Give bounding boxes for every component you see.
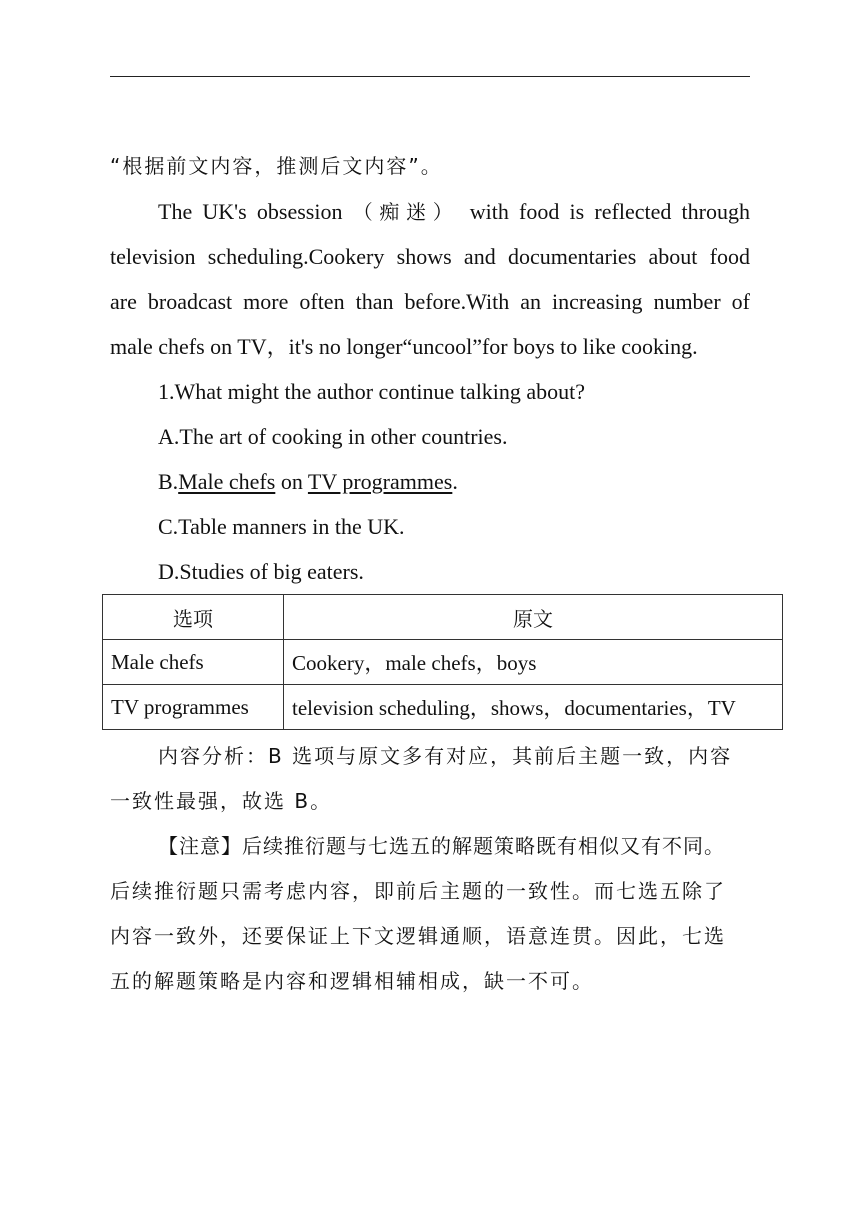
option-b-underline-2: TV programmes [307,469,453,494]
table-header-original: 原文 [284,595,783,640]
note-line-2: 后续推衍题只需考虑内容，即前后主题的一致性。而七选五除了 [110,879,726,903]
note-line-4: 五的解题策略是内容和逻辑相辅相成，缺一不可。 [110,969,594,993]
option-a: A.The art of cooking in other countries. [158,424,508,449]
analysis-line-2: 一致性最强，故选 B。 [110,789,333,813]
table-row [103,640,783,685]
table-cell: TV programmes [103,685,284,730]
option-b-mid: on [275,469,308,494]
table-cell: Male chefs [103,640,284,685]
passage-gloss: （痴迷） [352,200,460,224]
option-b-suffix: . [452,469,458,494]
passage-line-1 [158,197,750,227]
header-rule [110,76,750,77]
passage-line-1-start: The UK's obsession [158,199,343,224]
passage-line-3: are broadcast more often than before.With an increasing number of [110,289,750,314]
option-b-underline-1: Male chefs [178,469,276,494]
comparison-table [102,594,783,730]
passage-line-1-end: with food is reflected through [469,199,750,224]
analysis-line-1: 内容分析：B 选项与原文多有对应，其前后主题一致，内容 [158,744,733,768]
table-header-row [103,595,783,640]
passage-line-4: male chefs on TV，it's no longer“uncool”for boys to like cooking. [110,334,698,359]
table-header-option: 选项 [103,595,284,640]
table-cell: television scheduling，shows，documentaries，TV [284,685,783,730]
table-row [103,685,783,730]
intro-text: “根据前文内容，推测后文内容”。 [110,154,443,178]
table-cell: Cookery，male chefs，boys [284,640,783,685]
option-b [158,467,750,497]
passage-line-2: television scheduling.Cookery shows and documentaries about food [110,244,750,269]
note-line-3: 内容一致外，还要保证上下文逻辑通顺，语意连贯。因此，七选 [110,924,726,948]
option-c: C.Table manners in the UK. [158,514,405,539]
question-stem: 1.What might the author continue talking about? [158,379,586,404]
note-line-1: 【注意】后续推衍题与七选五的解题策略既有相似又有不同。 [158,834,725,858]
option-d: D.Studies of big eaters. [158,559,364,584]
option-b-prefix: B. [158,469,179,494]
